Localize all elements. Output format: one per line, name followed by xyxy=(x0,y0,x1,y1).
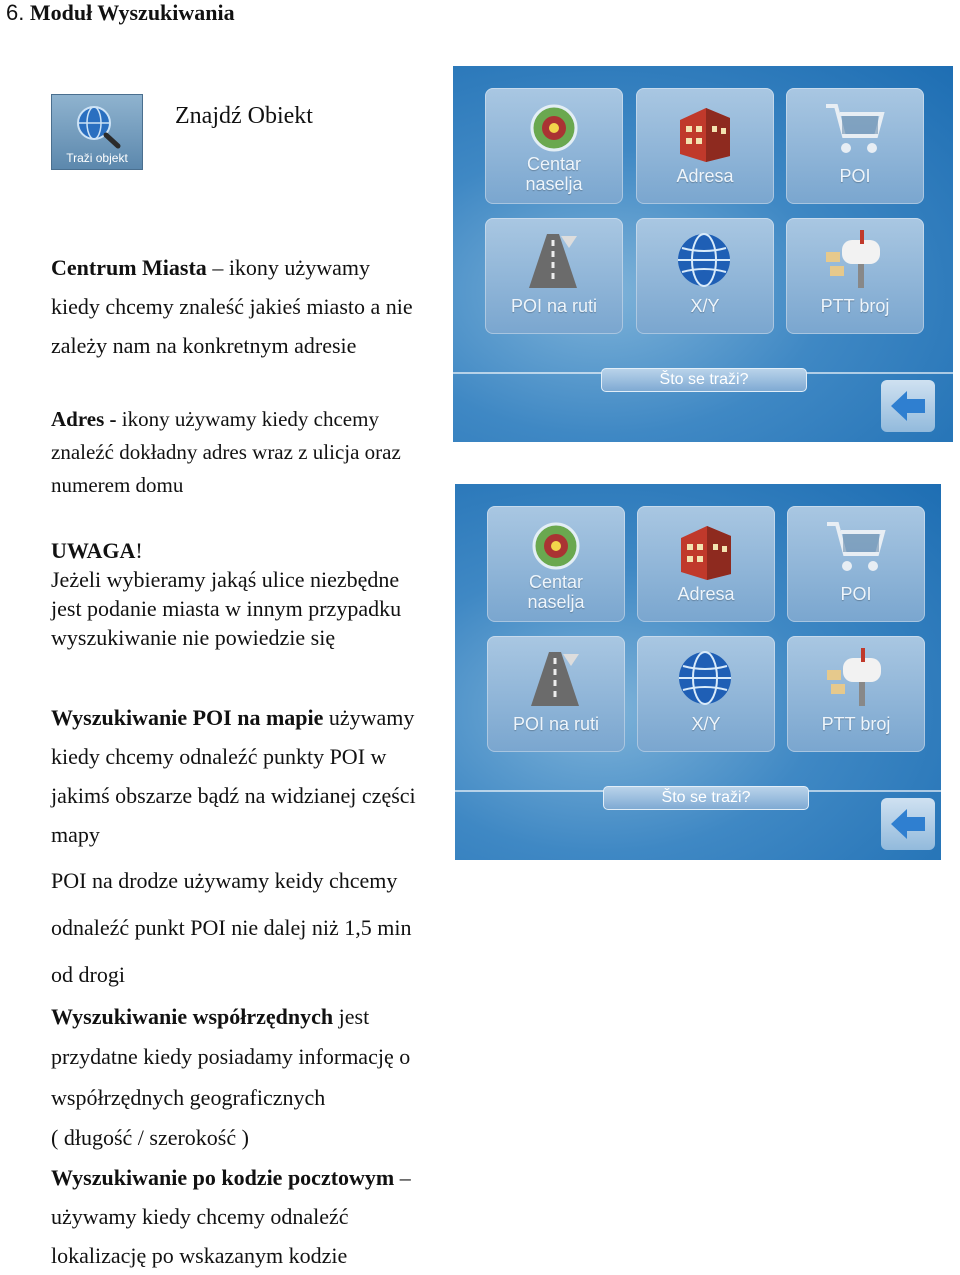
building-icon xyxy=(672,100,736,164)
button-label: Adresa xyxy=(677,584,735,604)
text-adres-line1 xyxy=(51,403,379,436)
find-object-label: Traži objekt xyxy=(66,151,128,165)
text-span: jest xyxy=(333,1004,370,1029)
text-poi-road-line3: od drogi xyxy=(51,962,125,987)
button-label: POI na ruti xyxy=(512,714,600,734)
term-centrum: Centrum Miasta xyxy=(51,255,207,280)
label-line: Centar xyxy=(528,572,584,592)
text-coords-line1 xyxy=(51,997,369,1036)
postal-code-button[interactable] xyxy=(786,218,924,334)
mailbox-icon xyxy=(823,648,887,708)
label-line: Centar xyxy=(526,154,582,174)
text-span: – xyxy=(394,1165,411,1190)
text-postal-line1 xyxy=(51,1158,411,1197)
road-icon xyxy=(523,648,587,708)
text-poi-map-line2: kiedy chcemy odnaleźć punkty POI w xyxy=(51,744,387,769)
text-postal-line2: używamy kiedy chcemy odnaleźć xyxy=(51,1204,349,1229)
city-center-icon xyxy=(524,100,584,160)
text-coords-line4: ( długość / szerokość ) xyxy=(51,1125,249,1150)
back-button[interactable] xyxy=(881,798,935,850)
text-centrum-line2: kiedy chcemy znaleść jakieś miasto a nie xyxy=(51,294,413,319)
text-poi-map-line3: jakimś obszarze bądź na widzianej części xyxy=(51,783,416,808)
button-label xyxy=(485,154,623,194)
text-centrum-line1 xyxy=(51,248,370,287)
xy-button[interactable] xyxy=(637,636,775,752)
address-button[interactable] xyxy=(637,506,775,622)
text-uwaga-line4: wyszukiwanie nie powiedzie się xyxy=(51,625,336,650)
text-poi-road-line1: POI na drodze używamy keidy chcemy xyxy=(51,868,398,893)
term-adres: Adres - xyxy=(51,407,117,431)
globe-icon xyxy=(672,230,736,294)
find-object-button[interactable] xyxy=(51,94,143,170)
button-label: X/Y xyxy=(691,714,721,734)
find-object-caption: Znajdź Obiekt xyxy=(175,103,313,129)
back-arrow-icon xyxy=(889,389,927,423)
text-coords-line2: przydatne kiedy posiadamy informację o xyxy=(51,1044,411,1069)
term-uwaga: UWAGA xyxy=(51,538,136,563)
poi-button[interactable] xyxy=(787,506,925,622)
text-adres-line3: numerem domu xyxy=(51,473,184,497)
search-menu-panel-2 xyxy=(455,484,941,860)
back-button[interactable] xyxy=(881,380,935,432)
button-label: POI na ruti xyxy=(510,296,598,316)
button-label: PTT broj xyxy=(820,296,890,316)
section-heading xyxy=(6,0,235,26)
what-to-search-button[interactable]: Što se traži? xyxy=(603,786,809,810)
text-adres-line2: znaleźć dokładny adres wraz z ulicja oraz xyxy=(51,440,401,464)
back-arrow-icon xyxy=(889,807,927,841)
building-icon xyxy=(673,518,737,582)
button-label: PTT broj xyxy=(821,714,891,734)
road-icon xyxy=(521,230,585,290)
text-span: ! xyxy=(135,538,143,563)
globe-icon xyxy=(673,648,737,712)
section-number: 6. xyxy=(6,0,25,25)
address-button[interactable] xyxy=(636,88,774,204)
text-span: – ikony używamy xyxy=(206,255,370,280)
label-line: naselja xyxy=(525,174,583,194)
label-line: naselja xyxy=(527,592,585,612)
term-coords: Wyszukiwanie współrzędnych xyxy=(51,1004,334,1029)
mailbox-icon xyxy=(822,230,886,290)
city-center-icon xyxy=(526,518,586,578)
city-center-button[interactable] xyxy=(485,88,623,204)
text-poi-map-line4: mapy xyxy=(51,822,100,847)
section-title: Moduł Wyszukiwania xyxy=(29,0,235,25)
text-coords-line3: współrzędnych geograficznych xyxy=(51,1085,326,1110)
term-poi-map: Wyszukiwanie POI na mapie xyxy=(51,705,324,730)
text-uwaga-line1 xyxy=(51,536,143,565)
button-label: Adresa xyxy=(676,166,734,186)
what-to-search-button[interactable]: Što se traži? xyxy=(601,368,807,392)
text-centrum-line3: zależy nam na konkretnym adresie xyxy=(51,333,357,358)
city-center-button[interactable] xyxy=(487,506,625,622)
cart-icon xyxy=(822,100,886,160)
poi-on-route-button[interactable] xyxy=(485,218,623,334)
button-label xyxy=(487,572,625,612)
cart-icon xyxy=(823,518,887,578)
text-poi-road-line2: odnaleźć punkt POI nie dalej niż 1,5 min xyxy=(51,915,412,940)
button-label: X/Y xyxy=(690,296,720,316)
text-uwaga-line3: jest podanie miasta w innym przypadku xyxy=(51,596,402,621)
postal-code-button[interactable] xyxy=(787,636,925,752)
text-poi-map-line1 xyxy=(51,698,414,737)
button-label: POI xyxy=(839,166,871,186)
button-label: POI xyxy=(840,584,872,604)
search-globe-icon xyxy=(74,103,122,149)
text-postal-line3: lokalizację po wskazanym kodzie xyxy=(51,1243,348,1268)
text-span: ikony używamy kiedy chcemy xyxy=(116,407,379,431)
term-postal: Wyszukiwanie po kodzie pocztowym xyxy=(51,1165,395,1190)
xy-button[interactable] xyxy=(636,218,774,334)
poi-on-route-button[interactable] xyxy=(487,636,625,752)
poi-button[interactable] xyxy=(786,88,924,204)
search-menu-panel-1 xyxy=(453,66,953,442)
text-span: używamy xyxy=(323,705,415,730)
text-uwaga-line2: Jeżeli wybieramy jakąś ulice niezbędne xyxy=(51,567,400,592)
